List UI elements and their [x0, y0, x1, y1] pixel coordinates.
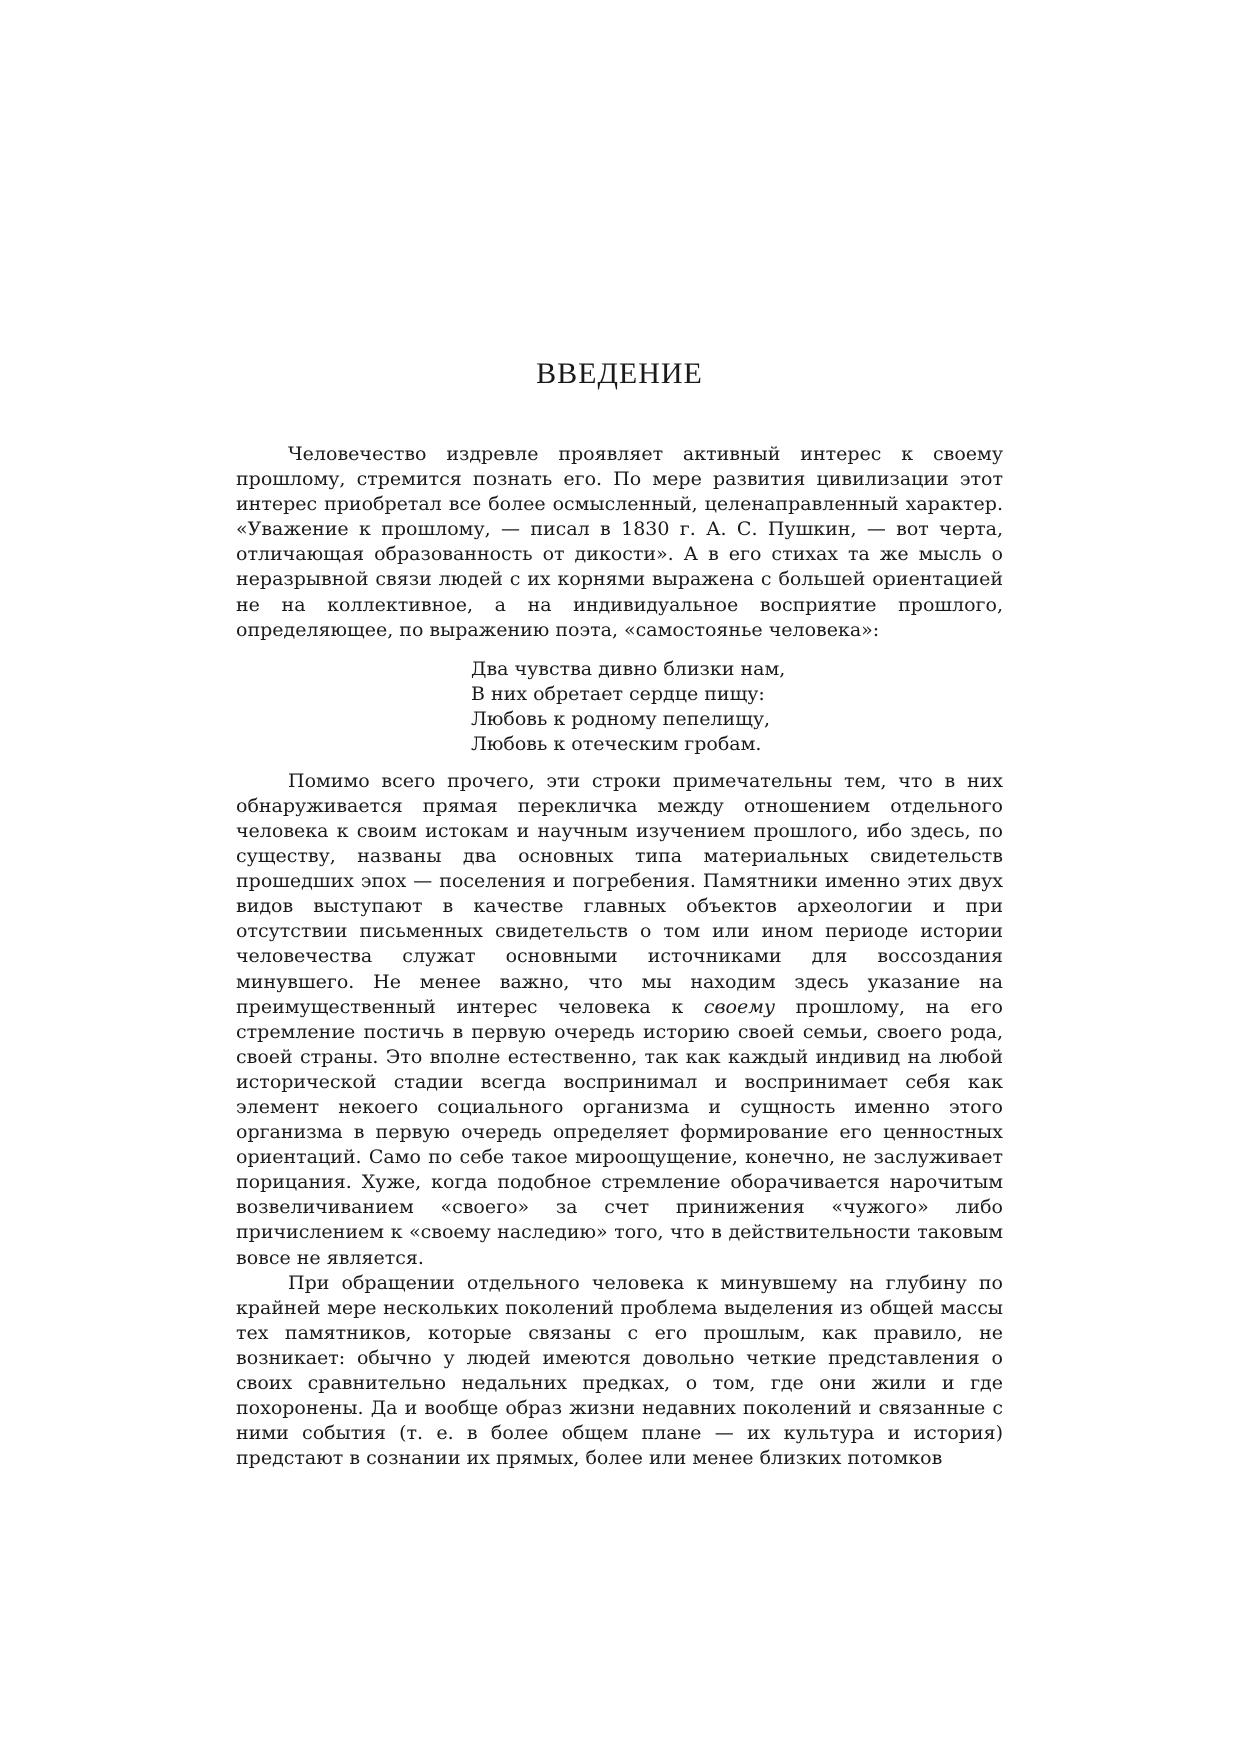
poem-line: Любовь к родному пепелищу,	[471, 707, 771, 730]
paragraph-2-part-1: Помимо всего прочего, эти строки примечательны тем, что в них обнаруживается прямая перекличка между отношением отдельного человека к своим истокам и научным изучением прошлого, ибо здесь, по существу, названы два основных типа материальных свидетельств прошедших эпох — поселения и погребения. Памятники именно этих двух видов выступают в качестве главных объектов археологии и при отсутствии письменных свидетельств о том или ином периоде истории человечества служат основными источниками для воссоздания минувшего. Не менее важно, что мы находим здесь указание на преимущественный интерес человека к	[236, 769, 1003, 1018]
book-page	[236, 0, 1003, 1755]
paragraph-3: При обращении отдельного человека к минувшему на глубину по крайней мере нескольких поколений проблема выделения из общей массы тех памятников, которые связаны с его прошлым, как правило, не возникает: обычно у людей имеются довольно четкие представления о своих сравнительно недальних предках, о том, где они жили и где похоронены. Да и вообще образ жизни недавних поколений и связанные с ними события (т. е. в более общем плане — их культура и история) предстают в сознании их прямых, более или менее близких потомков	[236, 1271, 1003, 1470]
paragraph-2	[236, 769, 1003, 1271]
poem-quote	[471, 657, 1003, 757]
paragraph-2-emphasis: своему	[703, 995, 776, 1018]
poem-line: Любовь к отеческим гробам.	[471, 732, 762, 755]
body-text	[236, 442, 1003, 1471]
page-title: ВВЕДЕНИЕ	[536, 357, 703, 390]
paragraph-1: Человечество издревле проявляет активный интерес к своему прошлому, стремится познать его. По мере развития цивилизации этот интерес приобретал все более осмысленный, целенаправленный характер. «Уважение к прошлому, — писал в 1830 г. А. С. Пушкин, — вот черта, отличающая образованность от дикости». А в его стихах та же мысль о неразрывной связи людей с их корнями выражена с большей ориентацией не на коллективное, а на индивидуальное восприятие прошлого, определяющее, по выражению поэта, «самостоянье человека»:	[236, 443, 1003, 641]
poem-line: Два чувства дивно близки нам,	[471, 657, 786, 680]
poem-line: В них обретает сердце пищу:	[471, 682, 765, 705]
paragraph-2-part-2: прошлому, на его стремление постичь в первую очередь историю своей семьи, своего рода, своей страны. Это вполне естественно, так как каждый индивид на любой исторической стадии всегда воспринимал и воспринимает себя как элемент некоего социального организма и сущность именно этого организма в первую очередь определяет формирование его ценностных ориентаций. Само по себе такое мироощущение, конечно, не заслуживает порицания. Хуже, когда подобное стремление оборачивается нарочитым возвеличиванием «своего» за счет принижения «чужого» либо причислением к «своему наследию» того, что в действительности таковым вовсе не является.	[236, 995, 1004, 1269]
